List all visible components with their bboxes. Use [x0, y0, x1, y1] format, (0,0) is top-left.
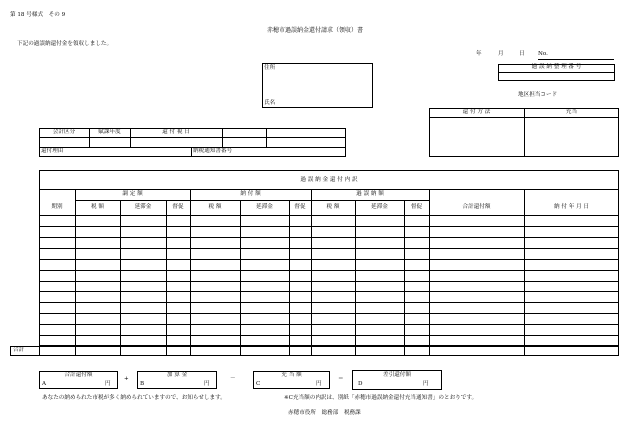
footer-note-right: ※C充当額の内訳は、別紙「赤穂市過誤納金還付充当通知書」のとおりです。: [284, 395, 478, 401]
summary-b-letter: B: [140, 381, 145, 387]
refund-method-label: 還 付 方 法: [462, 109, 491, 115]
operator-minus: －: [230, 376, 236, 382]
table-row-line: [39, 335, 619, 336]
table-title: 過 誤 納 金 還 付 内 訳: [300, 177, 358, 183]
tax-notice-number-label: 納税通知書番号: [193, 148, 233, 154]
group-overpaid: 過 誤 納 額: [356, 191, 384, 197]
account-category-label: 会計区分: [52, 129, 76, 135]
total-row-divider: [240, 346, 241, 356]
footer-note-left: あなたの納められた市税が多く納められていますので、お知らせします。: [42, 395, 226, 401]
summary-c-label: 充 当 額: [281, 372, 302, 378]
total-row-divider: [429, 346, 430, 356]
subcol-late-paid: 延滞金: [256, 204, 273, 210]
date-month-label: 月: [498, 51, 504, 57]
subcol-late-assessed: 延滞金: [134, 204, 152, 210]
table-row-line: [39, 259, 619, 260]
page-title: 赤穂市過誤納金還付請求（領収）書: [266, 27, 363, 34]
table-row-line: [39, 281, 619, 282]
total-row-divider: [190, 346, 191, 356]
total-row-divider: [524, 346, 525, 356]
allocation-label: 充当: [565, 109, 578, 115]
table-row-line: [39, 313, 619, 314]
subcol-tax-paid: 税 額: [208, 204, 222, 210]
summary-d-letter: D: [358, 381, 363, 387]
subcol-notice-overpaid: 督促: [410, 204, 423, 210]
name-label: 氏名: [264, 100, 276, 106]
summary-c-yen: 円: [316, 381, 322, 387]
subcol-tax-assessed: 税 額: [91, 204, 104, 210]
issuing-office: 赤穂市役所 総務部 税務課: [288, 410, 361, 416]
total-row-divider: [355, 346, 356, 356]
total-label: 合計: [13, 347, 25, 353]
table-row-line: [39, 324, 619, 325]
operator-plus: +: [124, 376, 129, 382]
table-row-line: [39, 237, 619, 238]
address-box: [262, 63, 373, 108]
group-assessed: 調 定 額: [122, 191, 143, 197]
total-row-divider: [75, 346, 76, 356]
total-row: [10, 346, 619, 356]
table-row-line: [39, 291, 619, 292]
total-row-divider: [404, 346, 405, 356]
group-paid: 納 付 額: [240, 191, 261, 197]
summary-a-yen: 円: [105, 381, 111, 387]
table-row-line: [39, 270, 619, 271]
date-day-label: 日: [519, 51, 525, 57]
summary-b-yen: 円: [204, 381, 210, 387]
table-row-line: [39, 248, 619, 249]
total-row-divider: [289, 346, 290, 356]
statement-text: 下記の過誤納還付金を領収しました。: [17, 41, 113, 47]
summary-d-yen: 円: [423, 381, 429, 387]
total-row-divider: [120, 346, 121, 356]
tax-year-label: 賦課年度: [98, 129, 121, 135]
district-code-label: 地区担当コード: [518, 92, 558, 98]
column-payment-date: 納 付 年 月 日: [553, 204, 590, 210]
number-underline: [538, 59, 614, 60]
summary-c-letter: C: [256, 381, 261, 387]
address-label: 住所: [264, 65, 276, 71]
table-row-line: [39, 226, 619, 227]
number-label: No.: [538, 51, 548, 57]
total-row-divider: [311, 346, 312, 356]
subcol-late-overpaid: 延滞金: [371, 204, 388, 210]
summary-d-label: 差引還付額: [383, 372, 411, 378]
table-row-line: [39, 302, 619, 303]
column-period: 期別: [51, 204, 63, 210]
date-year-label: 年: [476, 51, 482, 57]
summary-b-label: 加 算 金: [166, 372, 188, 378]
column-total-refund: 合計還付額: [462, 204, 491, 210]
operator-equal: ＝: [338, 376, 344, 382]
subcol-tax-overpaid: 税 額: [326, 204, 340, 210]
total-row-divider: [166, 346, 167, 356]
management-number-label: 過 誤 納 整 理 番 号: [531, 64, 582, 70]
summary-a-label: 合計還付額: [64, 372, 93, 378]
refund-date-label: 還 付 視 日: [162, 129, 190, 135]
summary-a-letter: A: [42, 381, 47, 387]
form-number: 第 18 号様式 その 9: [10, 12, 66, 18]
subcol-notice-paid: 督促: [294, 204, 306, 210]
refund-reason-label: 還付理由: [41, 148, 64, 154]
subcol-notice-assessed: 督促: [172, 204, 184, 210]
